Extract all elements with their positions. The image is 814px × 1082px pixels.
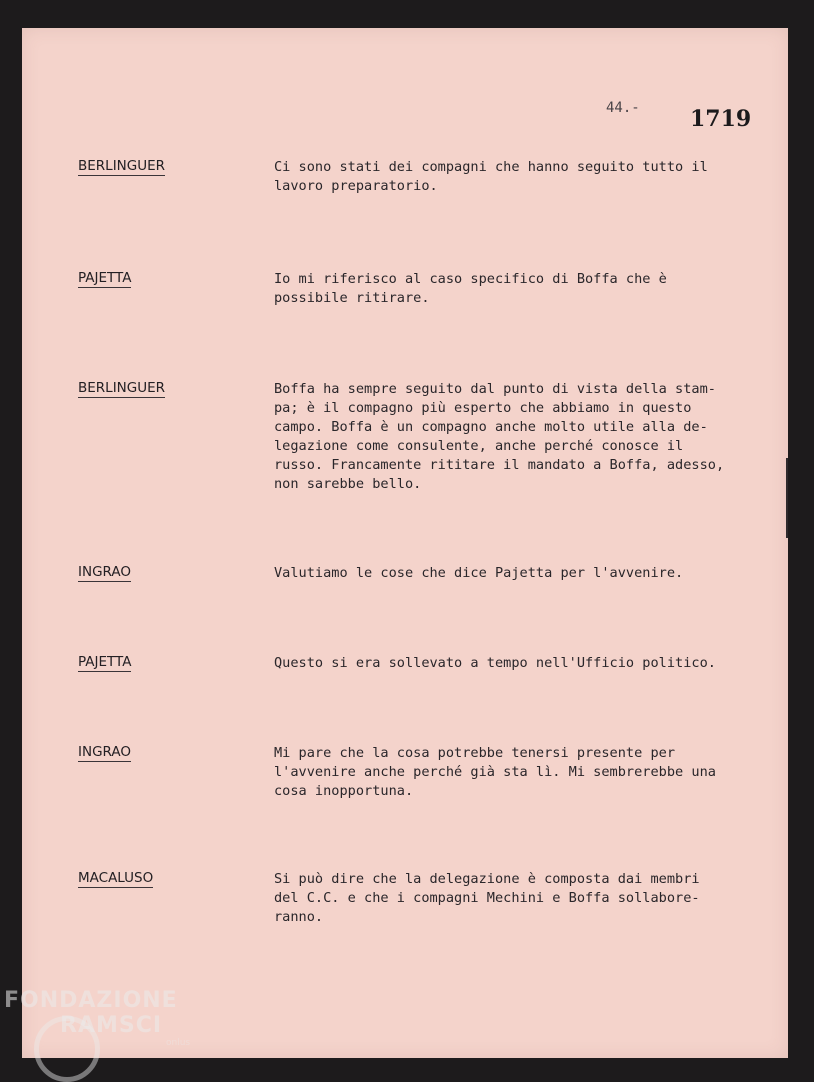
speaker-name: MACALUSO [78, 870, 154, 886]
speaker-name: PAJETTA [78, 654, 132, 670]
speaker-name: BERLINGUER [78, 158, 166, 174]
speaker-name: INGRAO [78, 564, 131, 580]
document-page [22, 28, 788, 1058]
speaker-name: BERLINGUER [78, 380, 166, 396]
logo-g-icon [34, 1016, 100, 1082]
speaker-name: PAJETTA [78, 270, 132, 286]
speech-text: Boffa ha sempre seguito dal punto di vista della stam- pa; è il compagno più esperto che abbiamo in questo campo. Boffa è un compagno anche molto utile alla de- legazione come consulente, anche perché conosce il russo. Francamente rititare il mandato a Boffa, adesso, non sarebbe bello. [274, 381, 725, 492]
speaker-name: INGRAO [78, 744, 131, 760]
watermark-line-2: RAMSCI [60, 1013, 163, 1038]
page-edge-mark [786, 458, 788, 538]
watermark-line-1: FONDAZIONE [4, 988, 178, 1013]
page-label: 44.- [606, 100, 640, 116]
speech-text: Ci sono stati dei compagni che hanno seguito tutto il lavoro preparatorio. [274, 159, 708, 194]
document-number: 1719 [690, 106, 752, 132]
watermark-line-3: onlus [166, 1038, 191, 1048]
speech-text: Io mi riferisco al caso specifico di Boffa che è possibile ritirare. [274, 271, 667, 306]
fondazione-gramsci-watermark [4, 988, 190, 1048]
speech-text: Si può dire che la delegazione è composta dai membri del C.C. e che i compagni Mechini e Boffa sollabore- ranno. [274, 871, 700, 925]
speech-text: Questo si era sollevato a tempo nell'Ufficio politico. [274, 655, 716, 671]
speech-text: Mi pare che la cosa potrebbe tenersi presente per l'avvenire anche perché già sta lì. Mi sembrerebbe una cosa inopportuna. [274, 745, 716, 799]
speech-text: Valutiamo le cose che dice Pajetta per l'avvenire. [274, 565, 684, 581]
